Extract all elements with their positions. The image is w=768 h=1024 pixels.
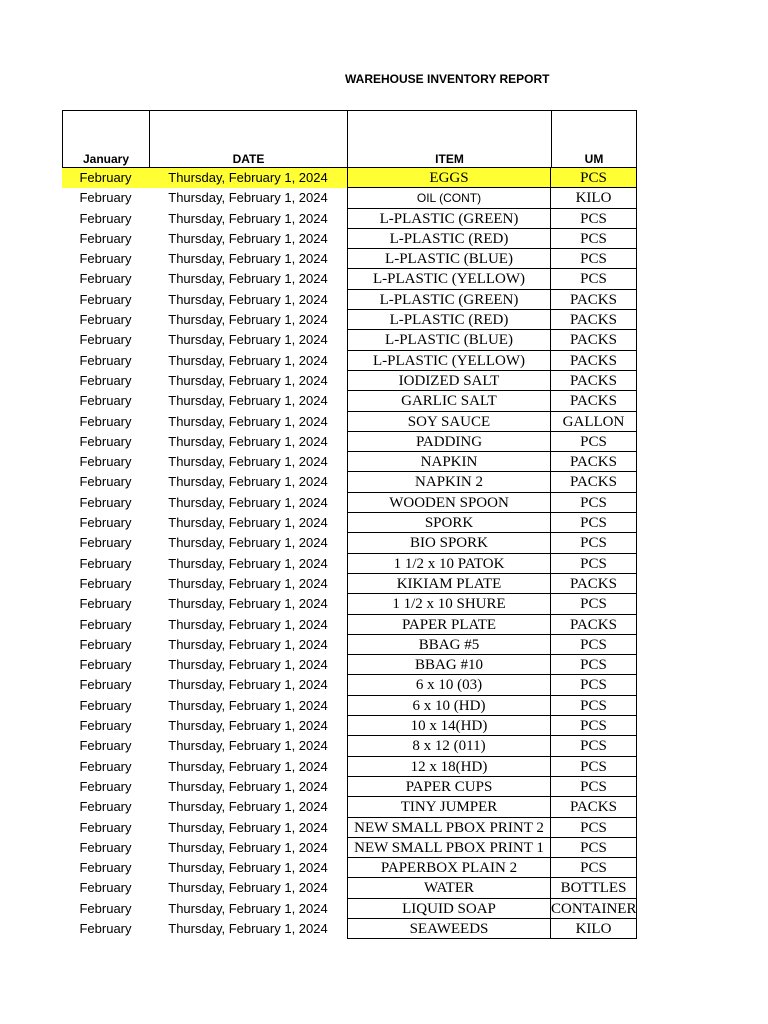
item-cell: KIKIAM PLATE: [347, 574, 551, 594]
um-cell: PCS: [551, 716, 637, 736]
item-cell: BIO SPORK: [347, 533, 551, 553]
month-cell: February: [79, 271, 132, 287]
date-cell: Thursday, February 1, 2024: [168, 697, 328, 713]
um-cell: PCS: [551, 696, 637, 716]
um-cell: PCS: [551, 168, 637, 188]
um-cell: PACKS: [551, 391, 637, 411]
item-cell: WATER: [347, 878, 551, 898]
month-cell: February: [79, 352, 132, 368]
column-header-um-label: UM: [584, 152, 604, 166]
item-cell: PAPER PLATE: [347, 615, 551, 635]
month-cell: February: [79, 454, 132, 470]
table-row: [62, 919, 637, 939]
um-cell: PCS: [551, 209, 637, 229]
month-cell: February: [79, 210, 132, 226]
month-cell: February: [79, 778, 132, 794]
table-row: [62, 655, 637, 675]
item-cell: L-PLASTIC (RED): [347, 229, 551, 249]
um-cell: PACKS: [551, 472, 637, 492]
table-row: [62, 371, 637, 391]
um-cell: PCS: [551, 533, 637, 553]
um-cell: PCS: [551, 655, 637, 675]
date-cell: Thursday, February 1, 2024: [168, 738, 328, 754]
table-row: [62, 615, 637, 635]
date-cell: Thursday, February 1, 2024: [168, 718, 328, 734]
um-cell: PACKS: [551, 290, 637, 310]
um-cell: PCS: [551, 757, 637, 777]
month-cell: February: [79, 636, 132, 652]
table-row: [62, 757, 637, 777]
item-cell: L-PLASTIC (BLUE): [347, 249, 551, 269]
um-cell: PCS: [551, 635, 637, 655]
date-cell: Thursday, February 1, 2024: [168, 210, 328, 226]
item-cell: NEW SMALL PBOX PRINT 1: [347, 838, 551, 858]
item-cell: 6 x 10 (HD): [347, 696, 551, 716]
date-cell: Thursday, February 1, 2024: [168, 271, 328, 287]
table-row: [62, 878, 637, 898]
table-row: [62, 777, 637, 797]
table-row: [62, 554, 637, 574]
um-cell: PACKS: [551, 371, 637, 391]
item-cell: L-PLASTIC (YELLOW): [347, 351, 551, 371]
column-header-month-label: January: [82, 152, 130, 166]
month-cell: February: [79, 515, 132, 531]
um-cell: CONTAINER: [551, 899, 637, 919]
um-cell: PCS: [551, 493, 637, 513]
table-row: [62, 229, 637, 249]
table-row: [62, 838, 637, 858]
item-cell: L-PLASTIC (BLUE): [347, 330, 551, 350]
date-cell: Thursday, February 1, 2024: [168, 839, 328, 855]
date-cell: Thursday, February 1, 2024: [168, 474, 328, 490]
table-row: [62, 736, 637, 756]
date-cell: Thursday, February 1, 2024: [168, 454, 328, 470]
item-cell: OIL (CONT): [347, 188, 551, 208]
month-cell: February: [79, 332, 132, 348]
date-cell: Thursday, February 1, 2024: [168, 312, 328, 328]
month-cell: February: [79, 596, 132, 612]
date-cell: Thursday, February 1, 2024: [168, 819, 328, 835]
date-cell: Thursday, February 1, 2024: [168, 251, 328, 267]
month-cell: February: [79, 190, 132, 206]
month-cell: February: [79, 413, 132, 429]
date-cell: Thursday, February 1, 2024: [168, 393, 328, 409]
item-cell: SPORK: [347, 513, 551, 533]
date-cell: Thursday, February 1, 2024: [168, 433, 328, 449]
um-cell: PACKS: [551, 452, 637, 472]
item-cell: L-PLASTIC (YELLOW): [347, 269, 551, 289]
um-cell: PCS: [551, 777, 637, 797]
date-cell: Thursday, February 1, 2024: [168, 230, 328, 246]
item-cell: GARLIC SALT: [347, 391, 551, 411]
date-cell: Thursday, February 1, 2024: [168, 596, 328, 612]
month-cell: February: [79, 677, 132, 693]
date-cell: Thursday, February 1, 2024: [168, 332, 328, 348]
inventory-table-body: [62, 168, 637, 939]
date-cell: Thursday, February 1, 2024: [168, 799, 328, 815]
um-cell: PCS: [551, 229, 637, 249]
date-cell: Thursday, February 1, 2024: [168, 920, 328, 936]
column-header-item-label: ITEM: [435, 152, 464, 166]
date-cell: Thursday, February 1, 2024: [168, 880, 328, 896]
table-row: [62, 716, 637, 736]
item-cell: BBAG #5: [347, 635, 551, 655]
table-row: [62, 797, 637, 817]
item-cell: BBAG #10: [347, 655, 551, 675]
month-cell: February: [79, 312, 132, 328]
table-row: [62, 412, 637, 432]
month-cell: February: [79, 393, 132, 409]
item-cell: PAPER CUPS: [347, 777, 551, 797]
table-row: [62, 209, 637, 229]
table-row: [62, 452, 637, 472]
table-row: [62, 472, 637, 492]
item-cell: WOODEN SPOON: [347, 493, 551, 513]
table-row: [62, 899, 637, 919]
table-row: [62, 858, 637, 878]
table-row: [62, 675, 637, 695]
table-header: [62, 110, 637, 168]
item-cell: SOY SAUCE: [347, 412, 551, 432]
date-cell: Thursday, February 1, 2024: [168, 778, 328, 794]
date-cell: Thursday, February 1, 2024: [168, 291, 328, 307]
date-cell: Thursday, February 1, 2024: [168, 535, 328, 551]
item-cell: 6 x 10 (03): [347, 675, 551, 695]
item-cell: TINY JUMPER: [347, 797, 551, 817]
month-cell: February: [79, 555, 132, 571]
um-cell: PACKS: [551, 351, 637, 371]
month-cell: February: [79, 575, 132, 591]
um-cell: PCS: [551, 269, 637, 289]
item-cell: NAPKIN 2: [347, 472, 551, 492]
table-row: [62, 533, 637, 553]
item-cell: LIQUID SOAP: [347, 899, 551, 919]
item-cell: IODIZED SALT: [347, 371, 551, 391]
month-cell: February: [79, 372, 132, 388]
table-row: [62, 351, 637, 371]
table-row: [62, 635, 637, 655]
month-cell: February: [79, 718, 132, 734]
um-cell: PACKS: [551, 574, 637, 594]
um-cell: PCS: [551, 513, 637, 533]
month-cell: February: [79, 535, 132, 551]
item-cell: 12 x 18(HD): [347, 757, 551, 777]
table-row: [62, 696, 637, 716]
column-header-date: [149, 110, 348, 168]
month-cell: February: [79, 616, 132, 632]
month-cell: February: [62, 168, 149, 188]
month-cell: February: [79, 697, 132, 713]
column-header-date-label: DATE: [232, 152, 265, 166]
date-cell: Thursday, February 1, 2024: [168, 616, 328, 632]
month-cell: February: [79, 819, 132, 835]
month-cell: February: [79, 799, 132, 815]
month-cell: February: [79, 474, 132, 490]
um-cell: PCS: [551, 594, 637, 614]
table-row: [62, 493, 637, 513]
date-cell: Thursday, February 1, 2024: [168, 636, 328, 652]
table-row: [62, 310, 637, 330]
item-cell: 1 1/2 x 10 PATOK: [347, 554, 551, 574]
table-row: [62, 269, 637, 289]
table-row: [62, 391, 637, 411]
date-cell: Thursday, February 1, 2024: [168, 677, 328, 693]
um-cell: PACKS: [551, 310, 637, 330]
um-cell: PCS: [551, 554, 637, 574]
item-cell: NEW SMALL PBOX PRINT 2: [347, 818, 551, 838]
table-row: [62, 513, 637, 533]
table-row: [62, 249, 637, 269]
date-cell: Thursday, February 1, 2024: [168, 413, 328, 429]
table-row: [62, 432, 637, 452]
month-cell: February: [79, 433, 132, 449]
item-cell: PADDING: [347, 432, 551, 452]
date-cell: Thursday, February 1, 2024: [168, 575, 328, 591]
table-row: [62, 574, 637, 594]
column-header-item: [347, 110, 552, 168]
item-cell: L-PLASTIC (RED): [347, 310, 551, 330]
table-row: [62, 290, 637, 310]
um-cell: PACKS: [551, 615, 637, 635]
date-cell: Thursday, February 1, 2024: [168, 900, 328, 916]
date-cell: Thursday, February 1, 2024: [168, 758, 328, 774]
item-cell: L-PLASTIC (GREEN): [347, 209, 551, 229]
item-cell: 10 x 14(HD): [347, 716, 551, 736]
item-cell: SEAWEEDS: [347, 919, 551, 939]
date-cell: Thursday, February 1, 2024: [168, 190, 328, 206]
month-cell: February: [79, 860, 132, 876]
um-cell: PACKS: [551, 797, 637, 817]
date-cell: Thursday, February 1, 2024: [168, 657, 328, 673]
table-row: [62, 818, 637, 838]
date-cell: Thursday, February 1, 2024: [168, 372, 328, 388]
column-header-um: [551, 110, 637, 168]
item-cell: NAPKIN: [347, 452, 551, 472]
month-cell: February: [79, 230, 132, 246]
month-cell: February: [79, 880, 132, 896]
um-cell: PCS: [551, 432, 637, 452]
month-cell: February: [79, 920, 132, 936]
date-cell: Thursday, February 1, 2024: [168, 860, 328, 876]
item-cell: 8 x 12 (011): [347, 736, 551, 756]
item-cell: EGGS: [347, 168, 551, 188]
month-cell: February: [79, 291, 132, 307]
um-cell: PCS: [551, 249, 637, 269]
um-cell: PCS: [551, 838, 637, 858]
um-cell: KILO: [551, 919, 637, 939]
table-row: [62, 594, 637, 614]
item-cell: L-PLASTIC (GREEN): [347, 290, 551, 310]
date-cell: Thursday, February 1, 2024: [168, 494, 328, 510]
um-cell: PCS: [551, 675, 637, 695]
date-cell: Thursday, February 1, 2024: [168, 352, 328, 368]
um-cell: PCS: [551, 736, 637, 756]
date-cell: Thursday, February 1, 2024: [168, 555, 328, 571]
table-row: [62, 168, 637, 188]
month-cell: February: [79, 900, 132, 916]
um-cell: PCS: [551, 818, 637, 838]
um-cell: GALLON: [551, 412, 637, 432]
month-cell: February: [79, 758, 132, 774]
column-header-month: [62, 110, 150, 168]
month-cell: February: [79, 251, 132, 267]
table-row: [62, 330, 637, 350]
month-cell: February: [79, 839, 132, 855]
month-cell: February: [79, 657, 132, 673]
month-cell: February: [79, 494, 132, 510]
um-cell: BOTTLES: [551, 878, 637, 898]
um-cell: PCS: [551, 858, 637, 878]
item-cell: 1 1/2 x 10 SHURE: [347, 594, 551, 614]
date-cell: Thursday, February 1, 2024: [149, 168, 347, 188]
date-cell: Thursday, February 1, 2024: [168, 515, 328, 531]
item-cell: PAPERBOX PLAIN 2: [347, 858, 551, 878]
um-cell: PACKS: [551, 330, 637, 350]
month-cell: February: [79, 738, 132, 754]
table-row: [62, 188, 637, 208]
um-cell: KILO: [551, 188, 637, 208]
report-title: WAREHOUSE INVENTORY REPORT: [345, 72, 550, 86]
